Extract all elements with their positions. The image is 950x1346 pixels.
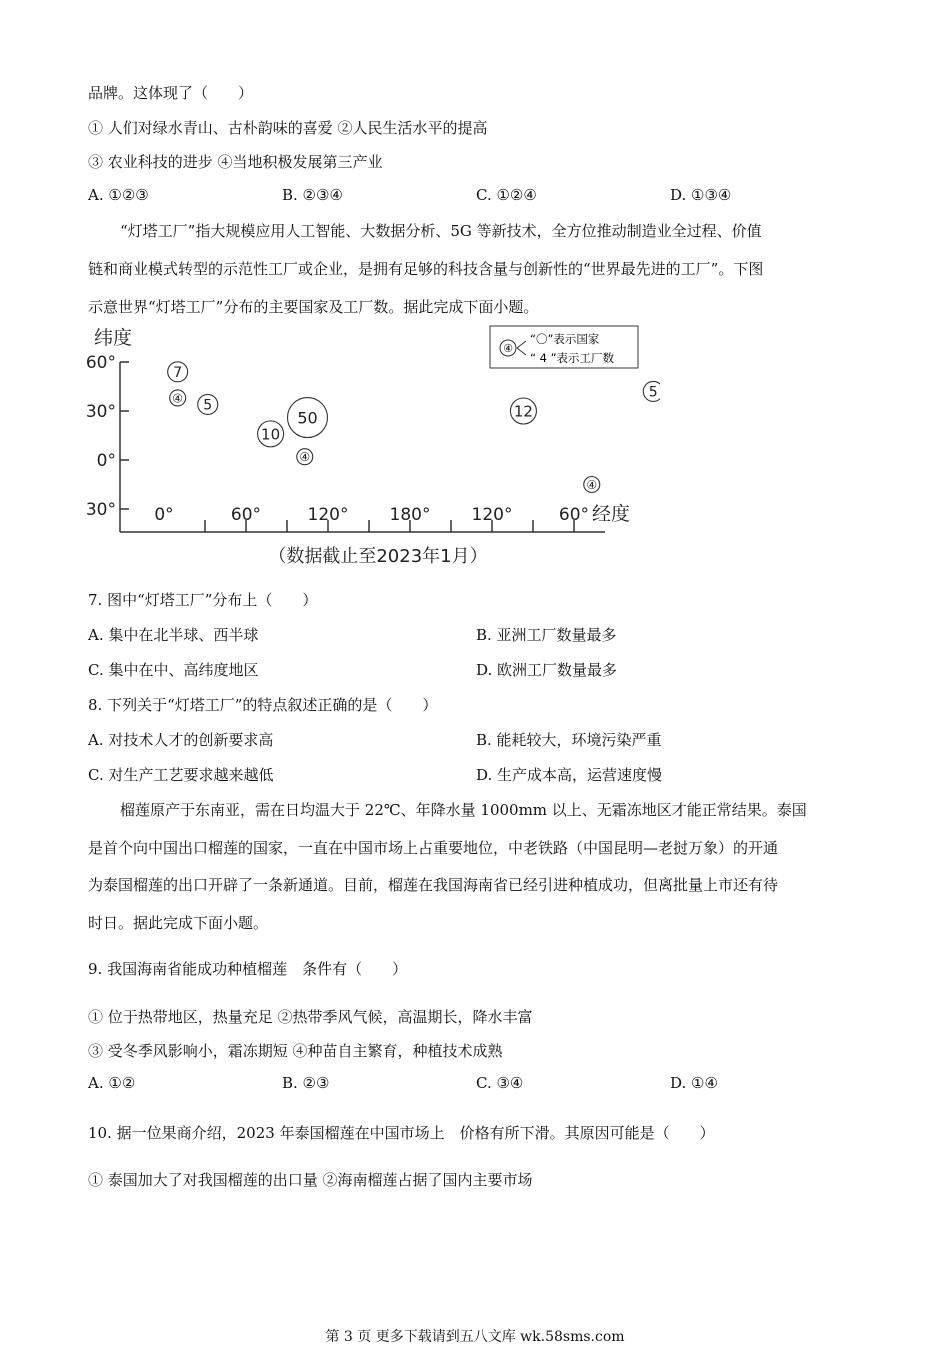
prev-statement-1: ① 人们对绿水青山、古朴韵味的喜爱 ②人民生活水平的提高 xyxy=(88,119,488,137)
lighthouse-factory-chart xyxy=(80,322,660,572)
factory-count-label: ④ xyxy=(172,391,184,406)
factory-count-label: 7 xyxy=(173,364,183,381)
q8-option-c: C. 对生产工艺要求越来越低 xyxy=(88,766,274,784)
chart-caption: （数据截止至2023年1月） xyxy=(268,546,488,567)
x-tick-label: 120° xyxy=(307,505,349,525)
factory-count-label: ④ xyxy=(299,450,311,465)
intro-tail: 品牌。这体现了（ ） xyxy=(88,84,254,102)
passage1-line2: 链和商业模式转型的示范性工厂或企业，是拥有足够的科技含量与创新性的“世界最先进的工厂”。下图 xyxy=(88,260,764,278)
x-tick-label: 60° xyxy=(558,505,590,525)
q7-option-b: B. 亚洲工厂数量最多 xyxy=(476,626,617,644)
y-tick-label: 30° xyxy=(85,500,116,520)
prev-option-a: A. ①②③ xyxy=(88,186,149,204)
q10-statement-1: ① 泰国加大了对我国榴莲的出口量 ②海南榴莲占据了国内主要市场 xyxy=(88,1171,533,1189)
x-tick-label: 180° xyxy=(389,505,431,525)
prev-statement-2: ③ 农业科技的进步 ④当地积极发展第三产业 xyxy=(88,153,383,171)
q7-option-c: C. 集中在中、高纬度地区 xyxy=(88,661,259,679)
q7-option-a: A. 集中在北半球、西半球 xyxy=(88,626,259,644)
factory-count-label: ④ xyxy=(586,477,598,492)
q9-option-a: A. ①② xyxy=(88,1074,136,1092)
x-tick-label: 0° xyxy=(154,505,174,525)
q8-option-a: A. 对技术人才的创新要求高 xyxy=(88,731,274,749)
prev-option-d: D. ①③④ xyxy=(670,186,732,204)
q9-statement-1: ① 位于热带地区，热量充足 ②热带季风气候，高温期长，降水丰富 xyxy=(88,1008,533,1026)
x-axis-label: 经度 xyxy=(592,503,631,525)
x-tick-label: 60° xyxy=(230,505,262,525)
q9-option-d: D. ①④ xyxy=(670,1074,718,1092)
passage1-line1: “灯塔工厂”指大规模应用人工智能、大数据分析、5G 等新技术，全方位推动制造业全过程、价值 xyxy=(120,222,762,240)
factory-count-label: 12 xyxy=(513,402,533,421)
q7-stem: 7. 图中“灯塔工厂”分布上（ ） xyxy=(88,591,318,609)
passage1-line3: 示意世界“灯塔工厂”分布的主要国家及工厂数。据此完成下面小题。 xyxy=(88,298,539,316)
chart-legend xyxy=(490,326,638,368)
q8-option-d: D. 生产成本高，运营速度慢 xyxy=(476,766,663,784)
factory-count-label: 5 xyxy=(203,397,213,414)
prev-option-c: C. ①②④ xyxy=(476,186,537,204)
y-tick-label: 60° xyxy=(85,353,116,373)
passage2-line3: 为泰国榴莲的出口开辟了一条新通道。目前，榴莲在我国海南省已经引进种植成功，但离批量上市还有待 xyxy=(88,876,779,894)
page-footer: 第 3 页 更多下载请到五八文库 wk.58sms.com xyxy=(325,1329,625,1345)
legend-line-1: “〇”表示国家 xyxy=(530,332,600,346)
legend-line-2: “ 4 ”表示工厂数 xyxy=(530,351,615,365)
q9-stem: 9. 我国海南省能成功种植榴莲 条件有（ ） xyxy=(88,960,408,978)
q9-option-b: B. ②③ xyxy=(282,1074,330,1092)
passage2-line1: 榴莲原产于东南亚，需在日均温大于 22℃、年降水量 1000mm 以上、无霜冻地区才能正常结果。泰国 xyxy=(120,801,807,819)
legend-symbol: ④ xyxy=(503,342,513,355)
q10-stem: 10. 据一位果商介绍，2023 年泰国榴莲在中国市场上 价格有所下滑。其原因可能是（ ） xyxy=(88,1124,715,1142)
q9-statement-2: ③ 受冬季风影响小，霜冻期短 ④种苗自主繁育，种植技术成熟 xyxy=(88,1042,503,1060)
prev-option-b: B. ②③④ xyxy=(282,186,343,204)
y-tick-label: 30° xyxy=(85,402,116,422)
y-tick-label: 0° xyxy=(96,451,116,471)
q7-option-d: D. 欧洲工厂数量最多 xyxy=(476,661,618,679)
passage2-line2: 是首个向中国出口榴莲的国家，一直在中国市场上占重要地位，中老铁路（中国昆明—老挝万象）的开通 xyxy=(88,839,779,857)
q8-option-b: B. 能耗较大，环境污染严重 xyxy=(476,731,662,749)
y-axis-label: 纬度 xyxy=(94,327,133,349)
q9-option-c: C. ③④ xyxy=(476,1074,524,1092)
x-tick-label: 120° xyxy=(471,505,513,525)
factory-count-label: 50 xyxy=(297,408,318,428)
factory-count-label: 10 xyxy=(261,425,281,444)
factory-count-label: 5 xyxy=(648,384,658,401)
passage2-line4: 时日。据此完成下面小题。 xyxy=(88,914,269,932)
q8-stem: 8. 下列关于“灯塔工厂”的特点叙述正确的是（ ） xyxy=(88,696,438,714)
